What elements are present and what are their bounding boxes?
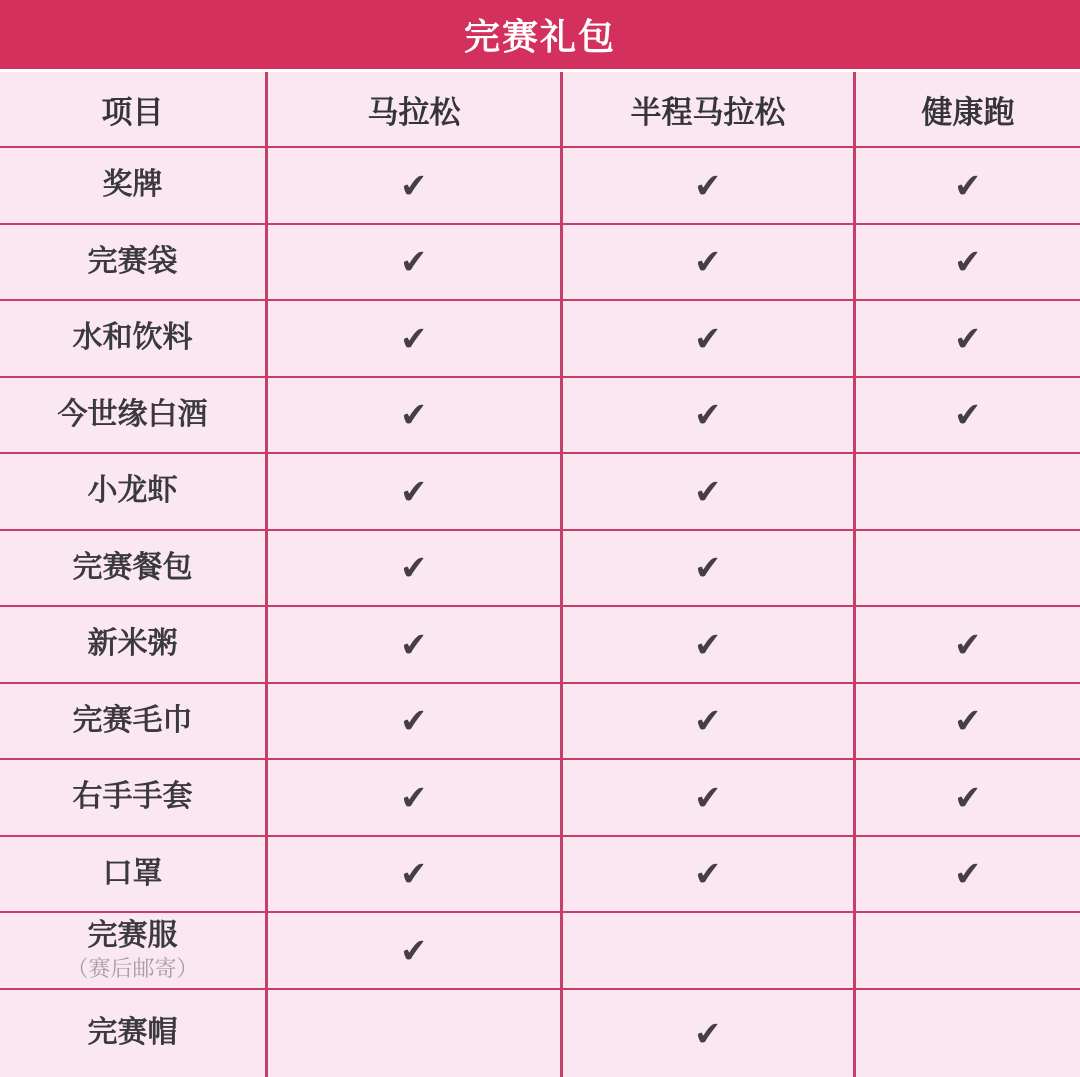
check-mark: ✔ — [693, 701, 723, 740]
row-label-cell — [0, 990, 265, 1077]
row-label-cell — [0, 301, 265, 376]
table-row-finisher-bag — [0, 225, 1080, 302]
check-mark: ✔ — [399, 395, 429, 434]
check-cell-marathon — [265, 684, 560, 759]
check-cell-half-marathon — [560, 378, 853, 453]
check-cell-health-run — [853, 225, 1080, 300]
row-label-cell — [0, 531, 265, 606]
check-cell-half-marathon — [560, 607, 853, 682]
check-mark: ✔ — [693, 854, 723, 893]
column-header-half-marathon — [560, 72, 853, 146]
column-header-label: 项目 — [101, 94, 164, 130]
check-cell-health-run — [853, 531, 1080, 606]
table-row-medal — [0, 148, 1080, 225]
check-mark: ✔ — [693, 778, 723, 817]
check-cell-marathon — [265, 454, 560, 529]
check-cell-health-run — [853, 760, 1080, 835]
check-cell-health-run — [853, 454, 1080, 529]
check-cell-health-run — [853, 301, 1080, 376]
row-label-cell — [0, 913, 265, 988]
row-label: 今世缘白酒 — [57, 397, 208, 431]
check-mark: ✔ — [399, 548, 429, 587]
check-cell-half-marathon — [560, 148, 853, 223]
row-label-cell — [0, 225, 265, 300]
check-mark: ✔ — [693, 395, 723, 434]
check-cell-marathon — [265, 301, 560, 376]
column-header-item — [0, 72, 265, 146]
check-mark: ✔ — [693, 472, 723, 511]
check-mark: ✔ — [693, 548, 723, 587]
check-mark: ✔ — [953, 701, 983, 740]
row-label: 完赛毛巾 — [72, 703, 193, 737]
check-cell-health-run — [853, 684, 1080, 759]
check-cell-marathon — [265, 225, 560, 300]
check-mark: ✔ — [953, 319, 983, 358]
check-mark: ✔ — [399, 778, 429, 817]
table-row-glove — [0, 760, 1080, 837]
table-row-crayfish — [0, 454, 1080, 531]
row-label: 完赛袋 — [87, 244, 178, 278]
check-cell-marathon — [265, 607, 560, 682]
row-label: 小龙虾 — [87, 474, 178, 507]
check-cell-half-marathon — [560, 837, 853, 912]
column-header-label: 马拉松 — [367, 94, 461, 130]
check-cell-marathon — [265, 378, 560, 453]
check-cell-health-run — [853, 378, 1080, 453]
row-label-cell — [0, 837, 265, 912]
table-row-water-drinks — [0, 301, 1080, 378]
table-row-baijiu — [0, 378, 1080, 455]
check-cell-marathon — [265, 990, 560, 1077]
check-cell-marathon — [265, 148, 560, 223]
column-header-health-run — [853, 72, 1080, 146]
check-mark: ✔ — [693, 166, 723, 205]
row-label: 新米粥 — [87, 627, 178, 660]
check-cell-half-marathon — [560, 684, 853, 759]
check-mark: ✔ — [953, 395, 983, 434]
check-cell-half-marathon — [560, 913, 853, 988]
table-row-towel — [0, 684, 1080, 761]
check-cell-half-marathon — [560, 454, 853, 529]
check-cell-health-run — [853, 990, 1080, 1077]
check-mark: ✔ — [399, 625, 429, 664]
row-label: 水和饮料 — [72, 321, 193, 354]
row-label: 奖牌 — [102, 168, 163, 201]
check-mark: ✔ — [953, 854, 983, 893]
check-mark: ✔ — [399, 854, 429, 893]
page-title: 完赛礼包 — [463, 16, 616, 57]
check-cell-half-marathon — [560, 301, 853, 376]
table-row-finisher-shirt — [0, 913, 1080, 990]
check-cell-marathon — [265, 531, 560, 606]
row-sublabel: （赛后邮寄） — [66, 955, 199, 981]
check-mark: ✔ — [693, 242, 723, 281]
table-row-rice-porridge — [0, 607, 1080, 684]
check-mark: ✔ — [953, 166, 983, 205]
check-cell-half-marathon — [560, 225, 853, 300]
row-label-cell — [0, 760, 265, 835]
check-mark: ✔ — [399, 242, 429, 281]
check-mark: ✔ — [953, 242, 983, 281]
check-mark: ✔ — [399, 931, 429, 970]
table-row-mask — [0, 837, 1080, 914]
check-cell-health-run — [853, 607, 1080, 682]
check-cell-health-run — [853, 837, 1080, 912]
check-cell-marathon — [265, 837, 560, 912]
row-label-cell — [0, 148, 265, 223]
check-mark: ✔ — [693, 625, 723, 664]
row-label: 完赛服 — [87, 919, 178, 953]
table-row-finisher-cap — [0, 990, 1080, 1077]
check-cell-half-marathon — [560, 990, 853, 1077]
check-cell-marathon — [265, 760, 560, 835]
check-cell-health-run — [853, 913, 1080, 988]
row-label-cell — [0, 454, 265, 529]
check-cell-half-marathon — [560, 531, 853, 606]
row-label: 完赛餐包 — [72, 550, 193, 584]
column-header-row — [0, 72, 1080, 148]
check-mark: ✔ — [399, 166, 429, 205]
column-header-marathon — [265, 72, 560, 146]
column-header-label: 半程马拉松 — [630, 94, 786, 130]
check-mark: ✔ — [953, 625, 983, 664]
check-cell-half-marathon — [560, 760, 853, 835]
row-label: 口罩 — [102, 856, 163, 890]
row-label: 完赛帽 — [87, 1016, 178, 1049]
check-mark: ✔ — [953, 778, 983, 817]
table-row-meal-pack — [0, 531, 1080, 608]
row-label-cell — [0, 684, 265, 759]
row-label-cell — [0, 607, 265, 682]
check-mark: ✔ — [693, 319, 723, 358]
title-bar — [0, 0, 1080, 72]
check-cell-marathon — [265, 913, 560, 988]
row-label-cell — [0, 378, 265, 453]
row-label: 右手手套 — [72, 780, 193, 813]
check-mark: ✔ — [399, 472, 429, 511]
check-mark: ✔ — [399, 319, 429, 358]
column-header-label: 健康跑 — [921, 94, 1015, 130]
check-mark: ✔ — [399, 701, 429, 740]
check-mark: ✔ — [693, 1014, 723, 1053]
check-cell-health-run — [853, 148, 1080, 223]
